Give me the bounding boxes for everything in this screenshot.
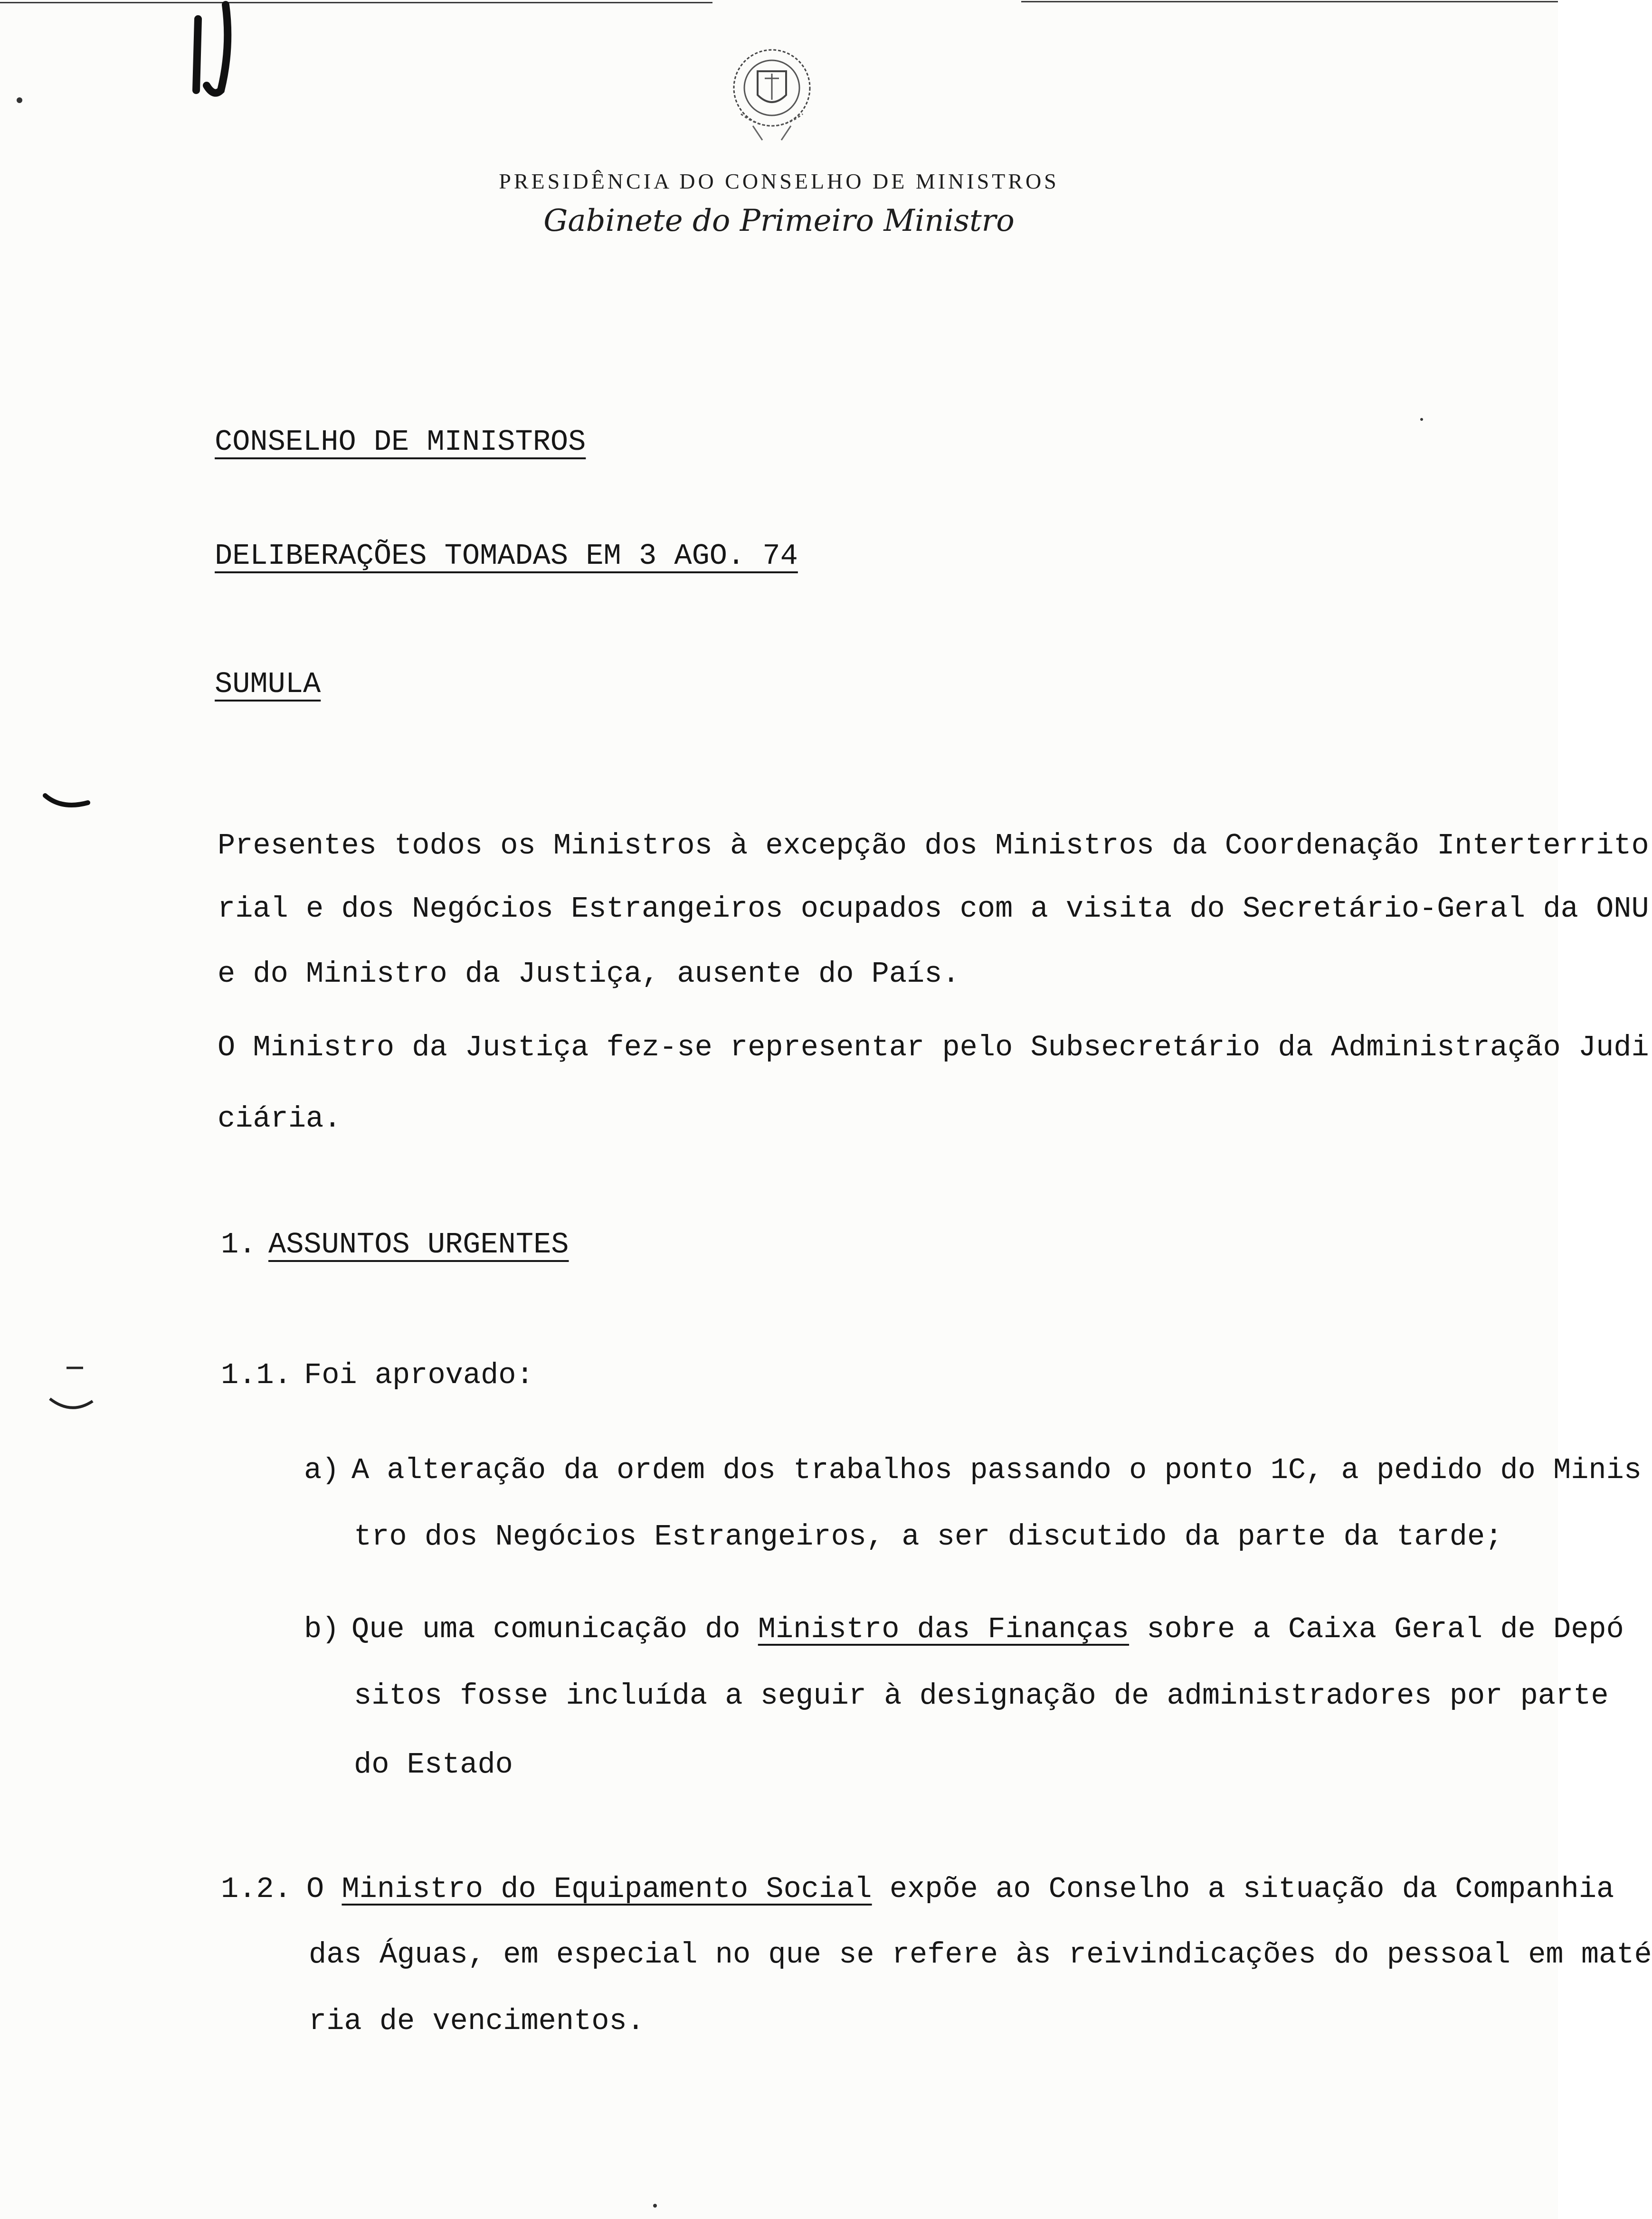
- attendance-line-3: e do Ministro da Justiça, ausente do País.: [218, 957, 960, 991]
- item-a-marker: a): [304, 1453, 340, 1487]
- item-a-line-2: tro dos Negócios Estrangeiros, a ser discutido da parte da tarde;: [354, 1520, 1503, 1554]
- scan-top-edge: [0, 2, 712, 3]
- scan-speck: [1420, 418, 1423, 421]
- minister-social-equipment-ref: Ministro do Equipamento Social: [342, 1872, 872, 1906]
- attendance-line-2: rial e dos Negócios Estrangeiros ocupados com a visita do Secretário-Geral da ONU: [218, 892, 1649, 926]
- item-1-1-number: 1.1.: [221, 1358, 292, 1392]
- handwritten-mark: [188, 0, 264, 100]
- item-1-2-line-2: das Águas, em especial no que se refere às reivindicações do pessoal em maté: [309, 1938, 1652, 1972]
- margin-bracket-mark: [43, 791, 90, 815]
- item-1-1-text: Foi aprovado:: [304, 1358, 534, 1392]
- item-b-line-1: [351, 1612, 1624, 1646]
- item-b-line-3: do Estado: [354, 1748, 513, 1782]
- scan-speck: [653, 2204, 657, 2208]
- item-1-2-text-post: expõe ao Conselho a situação da Companhia: [872, 1872, 1614, 1906]
- section-number: 1.: [221, 1228, 256, 1261]
- item-1-2-text-pre: O: [306, 1872, 342, 1906]
- item-b-marker: b): [304, 1612, 340, 1646]
- organization-name: PRESIDÊNCIA DO CONSELHO DE MINISTROS: [499, 169, 1059, 193]
- scan-top-edge-right: [1021, 1, 1558, 2]
- item-b-line-2: sitos fosse incluída a seguir à designação de administradores por parte: [354, 1679, 1609, 1713]
- section-title: ASSUNTOS URGENTES: [268, 1228, 569, 1261]
- coat-of-arms-seal: [720, 43, 824, 152]
- attendance-line-1: Presentes todos os Ministros à excepção dos Ministros da Coordenação Interterrito: [218, 829, 1649, 863]
- margin-curve-mark: [47, 1394, 95, 1422]
- item-1-2-line-1: [306, 1872, 1614, 1906]
- item-1-2-line-3: ria de vencimentos.: [309, 2004, 645, 2038]
- deliberations-heading: DELIBERAÇÕES TOMADAS EM 3 AGO. 74: [215, 539, 798, 573]
- office-name: Gabinete do Primeiro Ministro: [543, 203, 1015, 238]
- attendance-line-4: O Ministro da Justiça fez-se representar pelo Subsecretário da Administração Judi: [218, 1031, 1649, 1064]
- summary-heading: SUMULA: [215, 667, 321, 701]
- item-a-line-1: A alteração da ordem dos trabalhos passando o ponto 1C, a pedido do Minis: [351, 1453, 1642, 1487]
- margin-dash-mark: [62, 1363, 90, 1373]
- item-b-text-pre: Que uma comunicação do: [351, 1612, 758, 1646]
- attendance-line-5: ciária.: [218, 1102, 342, 1136]
- minister-finance-ref: Ministro das Finanças: [758, 1612, 1130, 1646]
- council-heading: CONSELHO DE MINISTROS: [215, 425, 586, 459]
- item-b-text-post: sobre a Caixa Geral de Depó: [1129, 1612, 1624, 1646]
- item-1-2-number: 1.2.: [221, 1872, 292, 1906]
- scan-speck: [17, 97, 22, 103]
